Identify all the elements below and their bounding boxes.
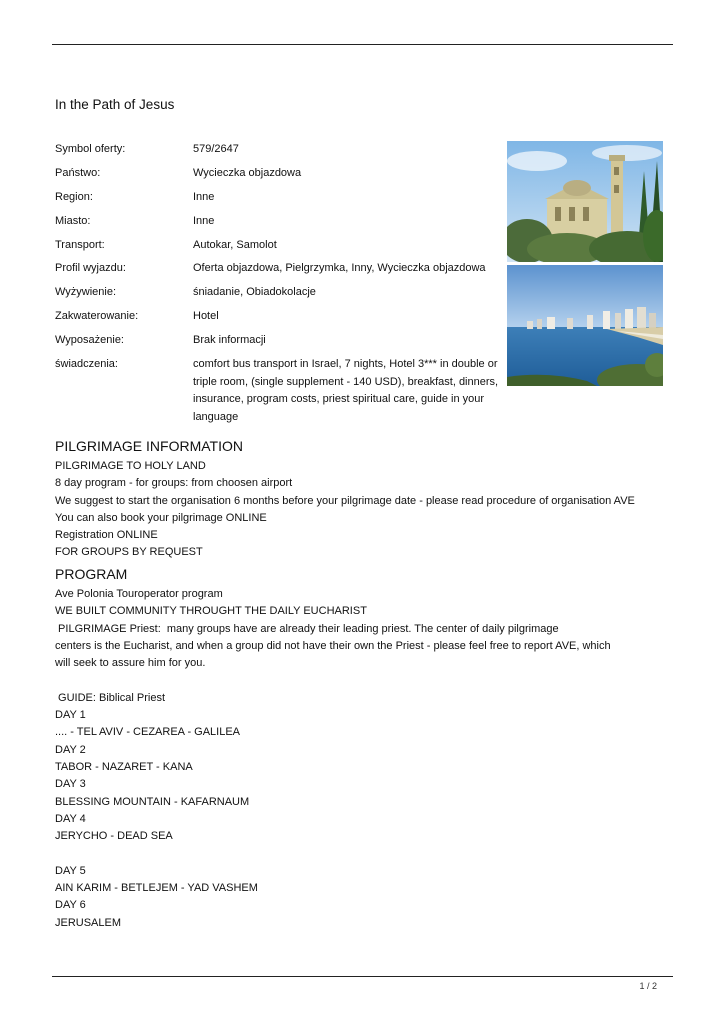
text-line: 8 day program - for groups: from choosen airport: [55, 477, 293, 490]
info-value-line: triple room, (single supplement - 140 USD), breakfast, dinners,: [193, 375, 499, 388]
info-label: świadczenia:: [55, 358, 118, 371]
header-rule: [52, 44, 673, 45]
info-label: Państwo:: [55, 166, 101, 179]
text-line: JERUSALEM: [55, 916, 122, 929]
text-line: FOR GROUPS BY REQUEST: [55, 546, 203, 559]
text-line: JERYCHO - DEAD SEA: [55, 830, 173, 843]
text-line: WE BUILT COMMUNITY THROUGHT THE DAILY EUCHARIST: [55, 605, 367, 618]
text-line: Ave Polonia Touroperator program: [55, 588, 223, 600]
info-label: Miasto:: [55, 214, 91, 227]
info-value: Inne: [193, 214, 215, 227]
text-line: TABOR - NAZARET - KANA: [55, 760, 193, 773]
info-value-line: language: [193, 410, 239, 423]
pilgrimage-info-text: [55, 458, 665, 562]
text-line: DAY 3: [55, 778, 86, 791]
text-line: DAY 2: [55, 743, 86, 756]
program-text: [55, 586, 665, 932]
info-row: [55, 332, 505, 349]
info-value-line: insurance, program costs, priest spiritual care, guide in your: [193, 393, 485, 406]
info-label: Zakwaterowanie:: [55, 310, 139, 323]
text-line: DAY 4: [55, 812, 86, 825]
info-value: śniadanie, Obiadokolacje: [193, 286, 316, 299]
info-value: Brak informacji: [193, 334, 266, 347]
info-row: [55, 189, 505, 206]
text-line: GUIDE: Biblical Priest: [55, 691, 166, 704]
info-label: Wyżywienie:: [55, 286, 117, 299]
text-line: AIN KARIM - BETLEJEM - YAD VASHEM: [55, 882, 258, 895]
text-line: centers is the Eucharist, and when a group did not have their own the Priest - please feel free to report AVE, which: [55, 639, 611, 652]
program-heading: PROGRAM: [55, 566, 128, 582]
text-line: PILGRIMAGE Priest: many groups have are already their leading priest. The center of daily pilgrimage: [55, 622, 559, 635]
info-row: [55, 356, 505, 426]
info-value: [193, 356, 501, 426]
info-label: Profil wyjazdu:: [55, 262, 126, 275]
offer-details-table: [55, 141, 505, 426]
info-label: Region:: [55, 190, 93, 203]
text-line: We suggest to start the organisation 6 months before your pilgrimage date - please read procedure of organisation AVE: [55, 494, 635, 507]
text-line: PILGRIMAGE TO HOLY LAND: [55, 460, 206, 472]
coastline-photo: [507, 265, 663, 386]
text-line: [55, 845, 665, 862]
text-line: You can also book your pilgrimage ONLINE: [55, 511, 267, 524]
info-row: [55, 260, 505, 277]
info-row: [55, 141, 505, 158]
info-label: Wyposażenie:: [55, 334, 124, 347]
info-row: [55, 284, 505, 301]
text-line: [55, 672, 665, 689]
pilgrimage-info-heading: PILGRIMAGE INFORMATION: [55, 438, 243, 454]
info-value: 579/2647: [193, 143, 239, 155]
text-line: DAY 6: [55, 899, 86, 912]
info-value: Inne: [193, 190, 215, 203]
text-line: Registration ONLINE: [55, 529, 158, 542]
info-value: Autokar, Samolot: [193, 238, 277, 251]
info-value: Wycieczka objazdowa: [193, 166, 302, 179]
info-row: [55, 237, 505, 254]
text-line: .... - TEL AVIV - CEZAREA - GALILEA: [55, 726, 241, 739]
info-row: [55, 308, 505, 325]
footer-rule: [52, 976, 673, 977]
info-value-line: comfort bus transport in Israel, 7 nights, Hotel 3*** in double or: [193, 358, 498, 371]
info-row: [55, 165, 505, 182]
church-photo: [507, 141, 663, 262]
info-label: Symbol oferty:: [55, 143, 126, 155]
page-number: 1 / 2: [639, 981, 657, 991]
info-value: Hotel: [193, 310, 219, 323]
text-line: DAY 1: [55, 709, 86, 722]
info-label: Transport:: [55, 238, 105, 251]
info-value: Oferta objazdowa, Pielgrzymka, Inny, Wycieczka objazdowa: [193, 262, 486, 275]
page-title: In the Path of Jesus: [55, 97, 175, 112]
text-line: DAY 5: [55, 864, 86, 877]
text-line: BLESSING MOUNTAIN - KAFARNAUM: [55, 795, 250, 808]
text-line: will seek to assure him for you.: [55, 657, 206, 670]
info-row: [55, 213, 505, 230]
